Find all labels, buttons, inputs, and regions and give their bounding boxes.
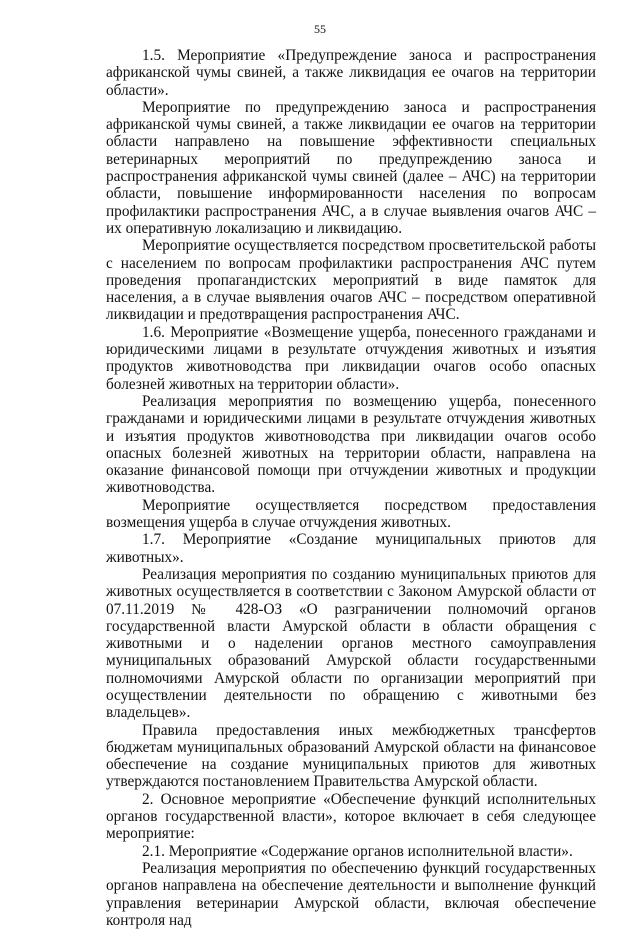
paragraph: Реализация мероприятия по обеспечению функций государственных органов направлена на обеспечение деятельности и выполнение функций управления ветеринарии Амурской области, включая обеспечение контроля над	[106, 859, 596, 929]
page-number: 55	[314, 22, 326, 36]
paragraph: Реализация мероприятия по созданию муниципальных приютов для животных осуществляется в соответствии с Законом Амурской области от 07.11.2019 № 428-ОЗ «О разграничении полномочий органов государственной власти Амурской области в области обращения с животными и о наделении органов местного самоуправления муниципальных образований Амурской области государственными полномочиями Амурской области по организации мероприятий при осуществлении деятельности по обращению с животными без владельцев».	[106, 565, 596, 722]
section-1-5-heading: 1.5. Мероприятие «Предупреждение заноса и распространения африканской чумы свиней, а также ликвидация ее очагов на территории области».	[106, 47, 596, 99]
section-1-7-heading: 1.7. Мероприятие «Создание муниципальных приютов для животных».	[106, 531, 596, 566]
paragraph: Мероприятие по предупреждению заноса и распространения африканской чумы свиней, а также ликвидации ее очагов на территории области направлено на повышение эффективности специальных ветеринарных мероприятий по предупреждению заноса и распространения африканской чумы свиней (далее – АЧС) на территории области, повышение информированности населения по вопросам профилактики распространения АЧС, а в случае выявления очагов АЧС – их оперативную локализацию и ликвидацию.	[106, 98, 596, 237]
paragraph: Реализация мероприятия по возмещению ущерба, понесенного гражданами и юридическими лицами в результате отчуждения животных и изъятия продуктов животноводства при ликвидации очагов особо опасных болезней животных на территории области, направлена на оказание финансовой помощи при отчуждении животных и продукции животноводства.	[106, 392, 596, 497]
paragraph: Мероприятие осуществляется посредством просветительской работы с населением по вопросам профилактики распространения АЧС путем проведения пропагандистских мероприятий в виде памяток для населения, а в случае выявления очагов АЧС – посредством оперативной ликвидации и предотвращения распространения АЧС.	[106, 237, 596, 324]
section-2-1-heading: 2.1. Мероприятие «Содержание органов исполнительной власти».	[142, 842, 573, 860]
paragraph: Мероприятие осуществляется посредством предоставления возмещения ущерба в случае отчуждения животных.	[106, 496, 596, 532]
section-2-heading: 2. Основное мероприятие «Обеспечение функций исполнительных органов государственной власти», которое включает в себя следующее мероприятие:	[106, 790, 596, 843]
paragraph: Правила предоставления иных межбюджетных трансфертов бюджетам муниципальных образований Амурской области на финансовое обеспечение на создание муниципальных приютов для животных утверждаются постановлением Правительства Амурской области.	[106, 721, 596, 791]
document-body	[106, 47, 596, 929]
section-1-6-heading: 1.6. Мероприятие «Возмещение ущерба, понесенного гражданами и юридическими лицами в результате отчуждения животных и изъятия продуктов животноводства при ликвидации очагов особо опасных болезней животных на территории области».	[106, 323, 596, 393]
